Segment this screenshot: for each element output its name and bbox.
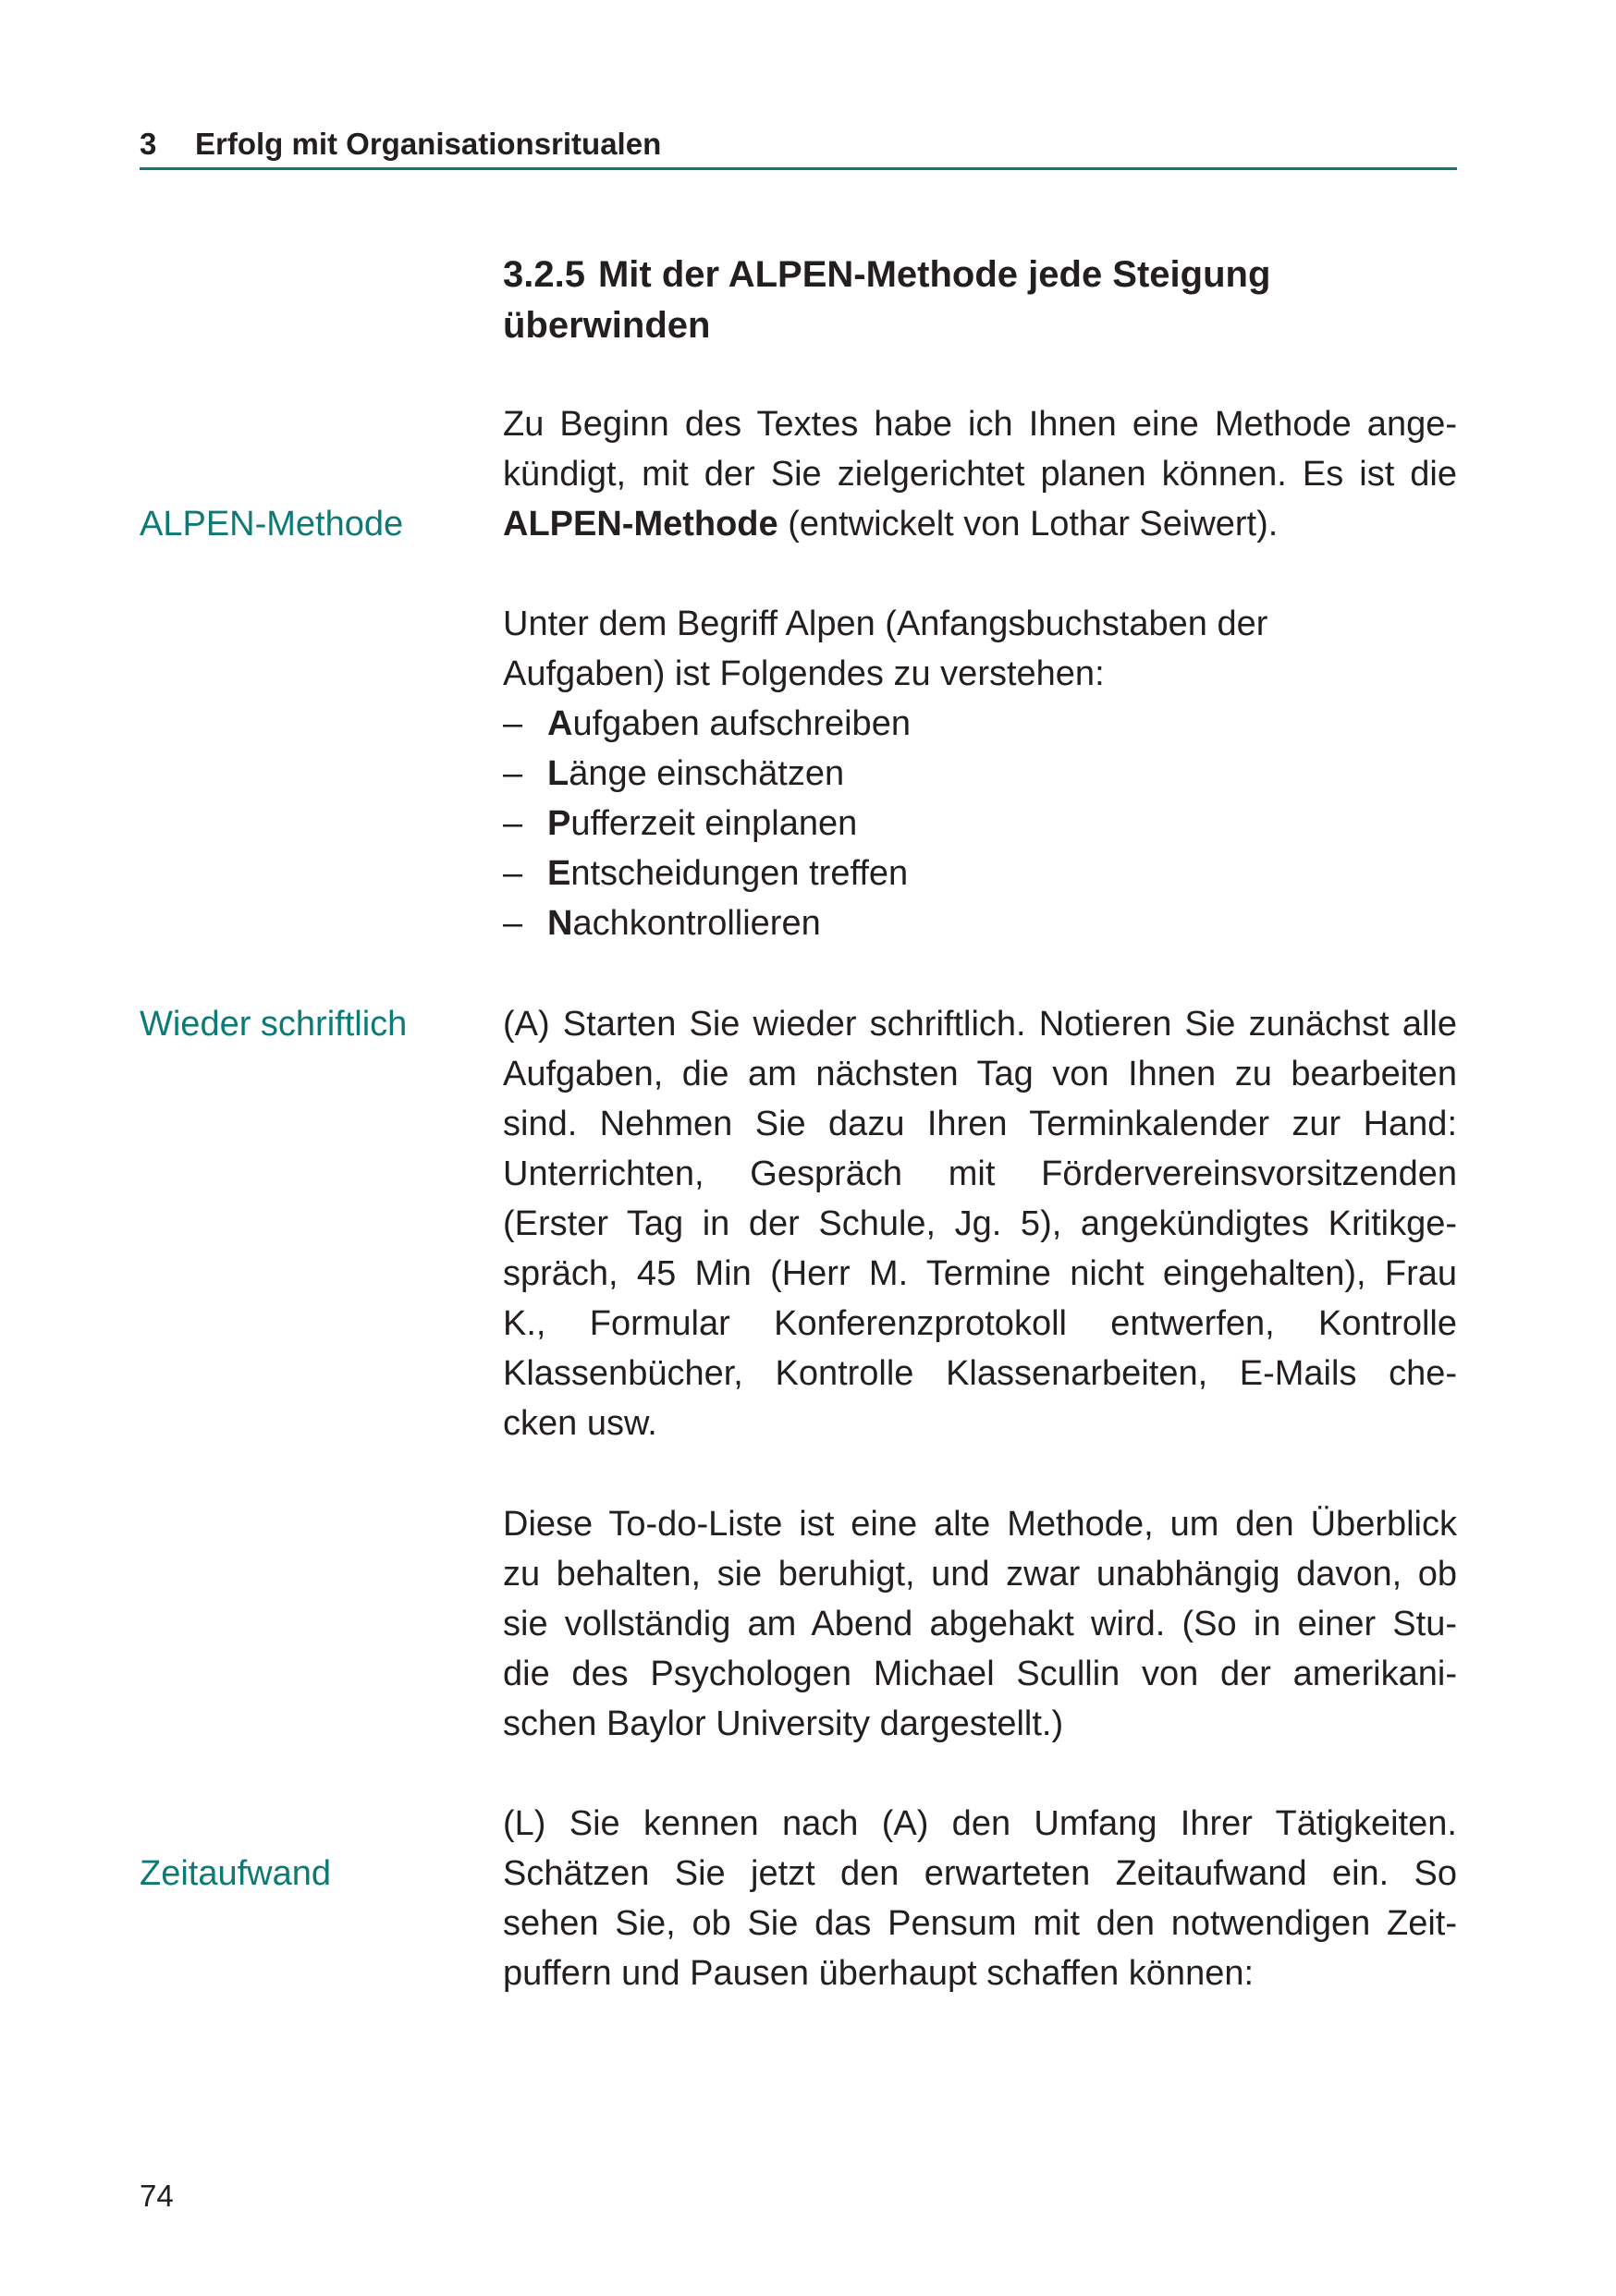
paragraph-line: sehen Sie, ob Sie das Pensum mit den notwendigen Zeit- xyxy=(503,1904,1457,1943)
list-item xyxy=(503,849,1457,898)
list-text: ufferzeit einplanen xyxy=(570,804,858,843)
paragraph-l xyxy=(503,1799,1457,1998)
paragraph-todo xyxy=(503,1499,1457,1749)
definition-block xyxy=(503,599,1457,948)
list-text: änge einschätzen xyxy=(569,754,845,793)
dash-marker: – xyxy=(503,904,523,943)
section-title-line1: Mit der ALPEN-Methode jede Steigung xyxy=(597,254,1271,295)
list-text: achkontrollieren xyxy=(572,904,821,943)
page-number: 74 xyxy=(140,2179,174,2213)
definition-line: Aufgaben) ist Folgendes zu verstehen: xyxy=(503,654,1105,693)
list-item xyxy=(503,749,1457,799)
intro-line: Zu Beginn des Textes habe ich Ihnen eine Methode ange- xyxy=(503,405,1457,444)
running-header xyxy=(140,122,1457,170)
paragraph-line: puffern und Pausen überhaupt schaffen können: xyxy=(503,1954,1255,1993)
section-heading xyxy=(503,250,1457,351)
list-text: ufgaben aufschreiben xyxy=(572,704,911,743)
alpen-list xyxy=(503,699,1457,948)
chapter-number: 3 xyxy=(140,127,157,161)
paragraph-line: schen Baylor University dargestellt.) xyxy=(503,1704,1064,1743)
intro-line-rest: (entwickelt von Lothar Seiwert). xyxy=(777,505,1279,543)
paragraph-line: sind. Nehmen Sie dazu Ihren Terminkalender zur Hand: xyxy=(503,1105,1457,1143)
paragraph-a xyxy=(503,999,1457,1448)
chapter-title: Erfolg mit Organisationsritualen xyxy=(195,127,662,161)
list-initial: A xyxy=(547,704,573,743)
dash-marker: – xyxy=(503,854,523,893)
list-item xyxy=(503,898,1457,948)
dash-marker: – xyxy=(503,704,523,743)
paragraph-line: (A) Starten Sie wieder schriftlich. Notieren Sie zunächst alle xyxy=(503,1005,1457,1044)
paragraph-line: Aufgaben, die am nächsten Tag von Ihnen zu bearbeiten xyxy=(503,1055,1457,1093)
list-initial: E xyxy=(547,854,571,893)
dash-marker: – xyxy=(503,754,523,793)
section-number: 3.2.5 xyxy=(503,254,585,295)
paragraph-line: cken usw. xyxy=(503,1404,657,1443)
section-title-line2: überwinden xyxy=(503,305,711,346)
paragraph-line: K., Formular Konferenzprotokoll entwerfen, Kontrolle xyxy=(503,1304,1457,1343)
list-initial: N xyxy=(547,904,573,943)
intro-paragraph xyxy=(503,399,1457,549)
paragraph-line: sie vollständig am Abend abgehakt wird. (So in einer Stu- xyxy=(503,1605,1457,1643)
paragraph-line: Diese To-do-Liste ist eine alte Methode, um den Überblick xyxy=(503,1505,1457,1544)
alpen-term: ALPEN-Methode xyxy=(503,505,778,543)
paragraph-line: (Erster Tag in der Schule, Jg. 5), angekündigtes Kritikge- xyxy=(503,1204,1457,1243)
intro-line xyxy=(503,499,1457,549)
paragraph-line: Klassenbücher, Kontrolle Klassenarbeiten, E-Mails che- xyxy=(503,1354,1457,1393)
list-initial: P xyxy=(547,804,571,843)
paragraph-line: die des Psychologen Michael Scullin von der amerikani- xyxy=(503,1655,1457,1693)
list-item xyxy=(503,699,1457,749)
paragraph-line: zu behalten, sie beruhigt, und zwar unabhängig davon, ob xyxy=(503,1555,1457,1594)
intro-line: kündigt, mit der Sie zielgerichtet planen können. Es ist die xyxy=(503,455,1457,494)
dash-marker: – xyxy=(503,804,523,843)
paragraph-line: Schätzen Sie jetzt den erwarteten Zeitaufwand ein. So xyxy=(503,1854,1457,1893)
definition-line: Unter dem Begriff Alpen (Anfangsbuchstaben der xyxy=(503,605,1268,643)
list-text: ntscheidungen treffen xyxy=(570,854,909,893)
paragraph-line: (L) Sie kennen nach (A) den Umfang Ihrer Tätigkeiten. xyxy=(503,1804,1457,1843)
paragraph-line: spräch, 45 Min (Herr M. Termine nicht eingehalten), Frau xyxy=(503,1254,1457,1293)
list-item xyxy=(503,799,1457,849)
list-initial: L xyxy=(547,754,569,793)
margin-note-alpen: ALPEN-Methode xyxy=(140,505,404,543)
paragraph-line: Unterrichten, Gespräch mit Fördervereinsvorsitzenden xyxy=(503,1154,1457,1193)
margin-note-zeitaufwand: Zeitaufwand xyxy=(140,1854,332,1893)
margin-note-schriftlich: Wieder schriftlich xyxy=(140,1005,408,1044)
